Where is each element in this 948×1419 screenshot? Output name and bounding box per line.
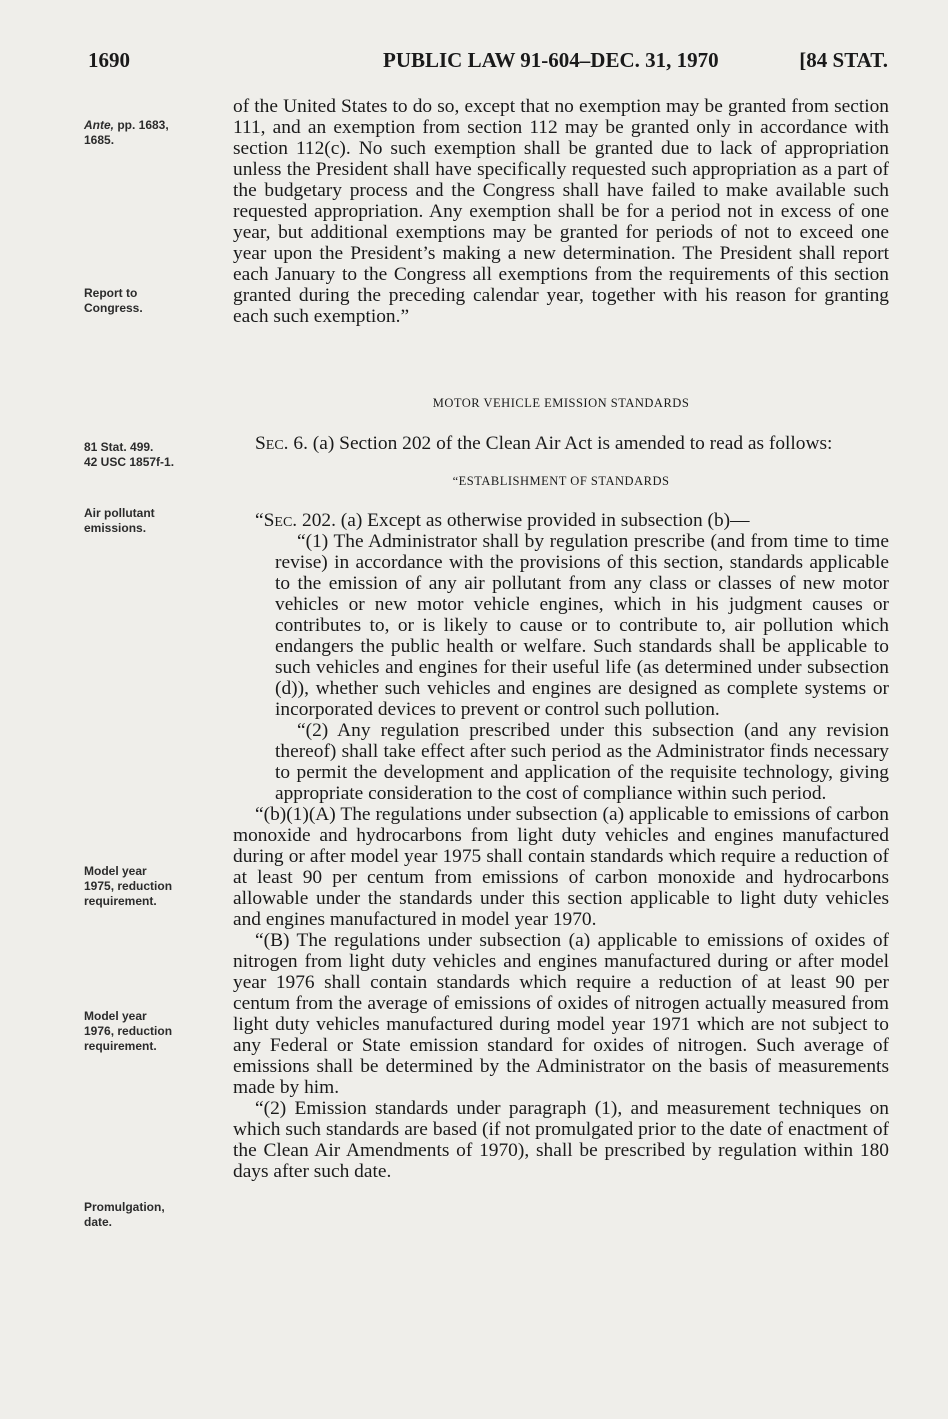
margin-note-air-pollutant: Air pollutant emissions. <box>84 506 155 535</box>
margin-note-promulgation: Promulgation, date. <box>84 1200 165 1229</box>
body-block-2 <box>233 433 889 454</box>
paragraph-a1: “(1) The Administrator shall by regulation prescribe (and from time to time revise) in accordance with the provisions of this section, standards applicable to the emission of any air pollutant from any class or classes of new motor vehicles or new motor vehicle engines, which in his judgment causes or contributes to, or is likely to cause or to contribute to, air pollution which endangers the public health or welfare. Such standards shall be applicable to such vehicles and engines for their useful life (as determined under subsection (d)), whether such vehicles and engines are designed as complete systems or incorporated devices to prevent or control such pollution. <box>275 531 889 720</box>
margin-note-ante: Ante, pp. 1683, 1685. <box>84 118 169 147</box>
margin-note-model-1976: Model year 1976, reduction requirement. <box>84 1009 173 1053</box>
margin-note-model-1975: Model year 1975, reduction requirement. <box>84 864 173 908</box>
paragraph-exemptions: of the United States to do so, except that no exemption may be granted from section 111, and an exemption from section 112 may be granted only in accordance with section 112(c). No such exemption shall be granted due to lack of appropriation unless the President shall have specifically requested such appropriation as a part of the budgetary process and the Congress shall have failed to make available such requested appropriation. Any exemption shall be for a period not in excess of one year, but additional exemptions may be granted for periods of not to exceed one year upon the President’s making a new determination. The President shall report each January to the Congress all exemptions from the requirements of this section granted during the preceding calendar year, together with his reason for granting each such exemption.” <box>233 96 889 327</box>
statute-reference: [84 STAT. <box>799 48 888 72</box>
page-number: 1690 <box>88 48 130 72</box>
page-header <box>88 48 888 78</box>
paragraph-sec6: Sec. 6. (a) Section 202 of the Clean Air Act is amended to read as follows: <box>255 433 833 454</box>
margin-note-report: Report to Congress. <box>84 286 143 315</box>
paragraph-b1A: “(b)(1)(A) The regulations under subsection (a) applicable to emissions of carbon monoxide and hydrocarbons from light duty vehicles and engines manufactured during or after model year 1975 shall contain standards which require a reduction of at least 90 per centum from emissions of carbon monoxide and hydrocarbons allowable under the standards under this section applicable to light duty vehicles and engines manufactured in model year 1970. <box>233 804 889 930</box>
body-block-3 <box>233 510 889 1182</box>
subsection-a <box>233 531 889 804</box>
paragraph-a2: “(2) Any regulation prescribed under this subsection (and any revision thereof) shall take effect after such period as the Administrator finds necessary to permit the development and application of the requisite technology, giving appropriate consideration to the cost of compliance within such period. <box>275 720 889 804</box>
body-block-1 <box>233 96 889 327</box>
paragraph-b1B: “(B) The regulations under subsection (a) applicable to emissions of oxides of nitrogen from light duty vehicles and engines manufactured during or after model year 1976 shall contain standards which require a reduction of at least 90 per centum from the average of emissions of oxides of nitrogen actually measured from light duty vehicles manufactured during model year 1971 which are not subject to any Federal or State emission standard for oxides of nitrogen. Such average of emissions shall be determined by the Administrator on the basis of measurements made by him. <box>233 930 889 1098</box>
section-heading-motor-vehicle: MOTOR VEHICLE EMISSION STANDARDS <box>432 396 690 410</box>
margin-note-stat: 81 Stat. 499. 42 USC 1857f-1. <box>84 440 175 469</box>
paragraph-sec202: “Sec. 202. (a) Except as otherwise provided in subsection (b)— <box>255 510 750 531</box>
section-heading-establishment: “ESTABLISHMENT OF STANDARDS <box>452 474 670 488</box>
page-title: PUBLIC LAW 91-604–DEC. 31, 1970 <box>383 48 719 72</box>
paragraph-b2: “(2) Emission standards under paragraph (1), and measurement techniques on which such standards are based (if not promulgated prior to the date of enactment of the Clean Air Amendments of 1970), shall be prescribed by regulation within 180 days after such date. <box>233 1098 889 1182</box>
